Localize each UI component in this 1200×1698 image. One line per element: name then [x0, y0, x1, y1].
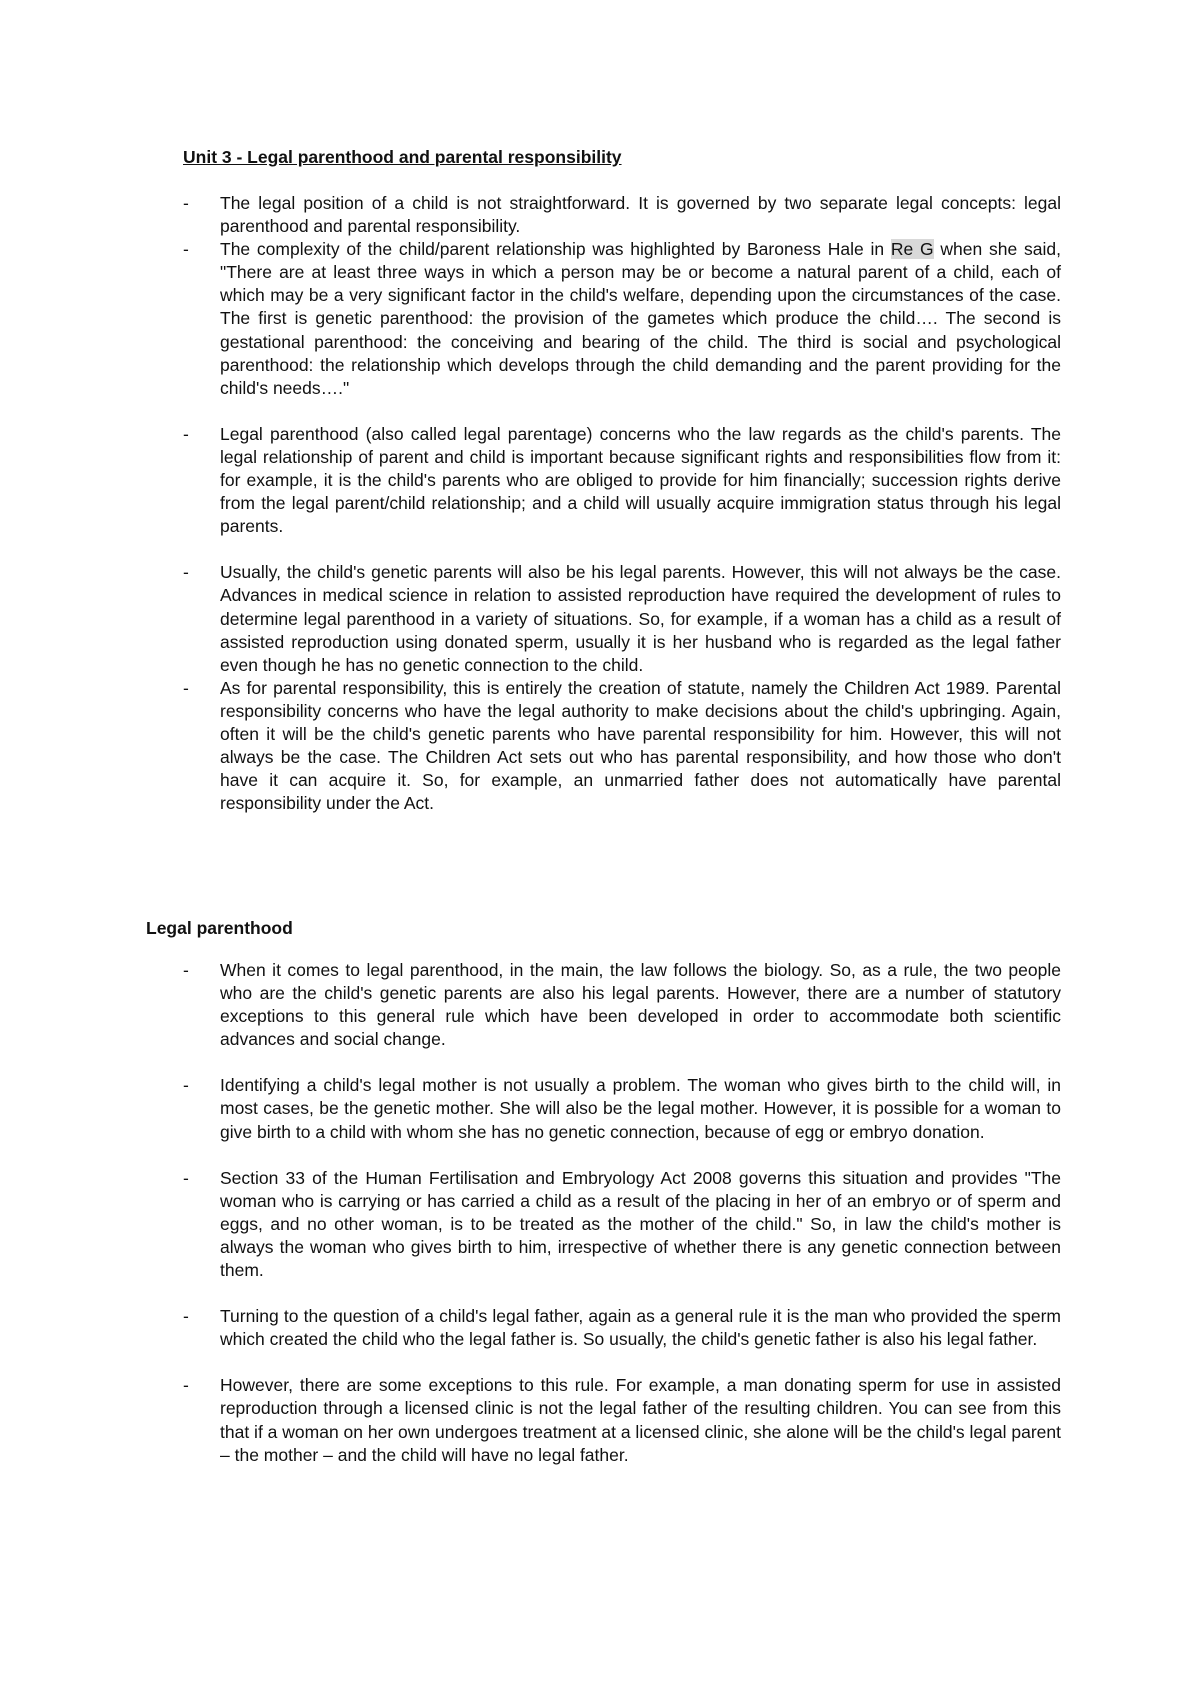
bullet-text: Identifying a child's legal mother is not usually a problem. The woman who gives birth to the child will, in most cases, be the genetic mother. She will also be the legal mother. However, it is possible for a woman to give birth to a child with whom she has no genetic connection, because of egg or embryo donation.: [220, 1075, 1061, 1142]
list-item: [183, 1167, 1061, 1282]
bullet-marker: -: [183, 239, 189, 260]
bullet-marker: -: [183, 1306, 189, 1327]
list-item: [183, 1305, 1061, 1351]
bullet-marker: -: [183, 1375, 189, 1396]
list-item: [183, 677, 1061, 816]
bullet-text: Section 33 of the Human Fertilisation and Embryology Act 2008 governs this situation and provides "The woman who is carrying or has carried a child as a result of the placing in her of an embryo or of sperm and eggs, and no other woman, is to be treated as the mother of the child." So, in law the child's mother is always the woman who gives birth to him, irrespective of whether there is any genetic connection between them.: [220, 1167, 1061, 1281]
bullet-marker: -: [183, 562, 189, 583]
bullet-text: When it comes to legal parenthood, in the main, the law follows the biology. So, as a rule, the two people who are the child's genetic parents are also his legal parents. However, there are a number of statutory exceptions to this general rule which have been developed in order to accommodate both scientific advances and social change.: [220, 960, 1061, 1050]
section-bullet-list: [183, 959, 1061, 1467]
list-item: [183, 423, 1061, 538]
bullet-marker: -: [183, 193, 189, 213]
bullet-marker: -: [183, 677, 189, 698]
bullet-text: As for parental responsibility, this is entirely the creation of statute, namely the Children Act 1989. Parental responsibility concerns who have the legal authority to make decisions about the child's upbringing. Again, often it will be the child's genetic parents who have parental responsibility for him. However, this will not always be the case. The Children Act sets out who has parental responsibility, and how those who don't have it can acquire it. So, for example, an unmarried father does not automatically have parental responsibility under the Act.: [220, 677, 1061, 814]
list-item: [183, 238, 1061, 400]
list-item: [183, 1374, 1061, 1466]
list-item: [183, 959, 1061, 1051]
case-citation-highlight: Re G: [890, 239, 934, 260]
bullet-text: Legal parenthood (also called legal parentage) concerns who the law regards as the child's parents. The legal relationship of parent and child is important because significant rights and responsibilities flow from it: for example, it is the child's parents who are obliged to provide for him financially; succession rights derive from the legal parent/child relationship; and a child will usually acquire immigration status through his legal parents.: [220, 423, 1061, 537]
bullet-marker: -: [183, 960, 189, 980]
bullet-marker: -: [183, 1075, 189, 1096]
list-item: [183, 1074, 1061, 1143]
bullet-text: The legal position of a child is not straightforward. It is governed by two separate legal concepts: legal parenthood and parental responsibility.: [220, 193, 1061, 237]
section-heading: Legal parenthood: [146, 918, 293, 938]
list-item: [183, 561, 1061, 676]
bullet-marker: -: [183, 423, 189, 444]
bullet-marker: -: [183, 1167, 189, 1188]
bullet-text: Turning to the question of a child's legal father, again as a general rule it is the man who provided the sperm which created the child who the legal father is. So usually, the child's genetic father is also his legal father.: [220, 1306, 1061, 1350]
bullet-text: when she said, "There are at least three ways in which a person may be or become a natural parent of a child, each of which may be a very significant factor in the child's welfare, depending upon the circumstances of the case. The first is genetic parenthood: the provision of the gametes which produce the child…. The second is gestational parenthood: the conceiving and bearing of the child. The third is social and psychological parenthood: the relationship which develops through the child demanding and the parent providing for the child's needs….": [220, 239, 1061, 398]
intro-bullet-list: [183, 192, 1061, 815]
bullet-text: Usually, the child's genetic parents will also be his legal parents. However, this will not always be the case. Advances in medical science in relation to assisted reproduction have required the development of rules to determine legal parenthood in a variety of situations. So, for example, if a woman has a child as a result of assisted reproduction using donated sperm, usually it is her husband who is regarded as the legal father even though he has no genetic connection to the child.: [220, 562, 1061, 675]
page-title: Unit 3 - Legal parenthood and parental responsibility: [183, 147, 622, 167]
list-item: [183, 192, 1061, 238]
bullet-text: The complexity of the child/parent relationship was highlighted by Baroness Hale in: [220, 239, 891, 260]
bullet-text: However, there are some exceptions to this rule. For example, a man donating sperm for use in assisted reproduction through a licensed clinic is not the legal father of the resulting children. You can see from this that if a woman on her own undergoes treatment at a licensed clinic, she alone will be the child's legal parent – the mother – and the child will have no legal father.: [220, 1375, 1061, 1465]
